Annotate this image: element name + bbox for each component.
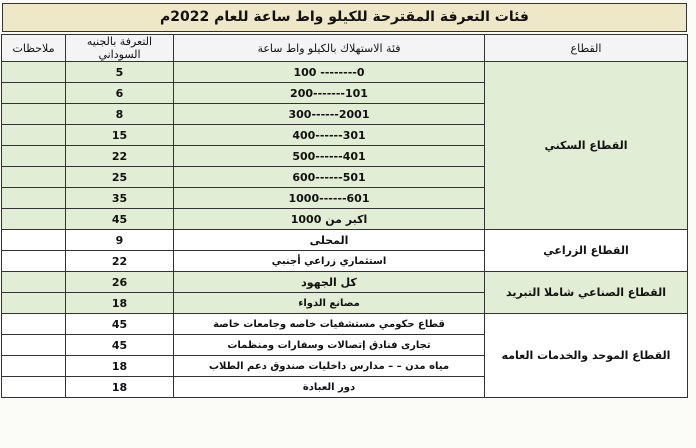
header-tariff: التعرفة بالجنيه السوداني: [66, 35, 174, 62]
rate-cell: 45: [66, 209, 174, 230]
rate-cell: 45: [66, 314, 174, 335]
tariff-table: [1, 34, 688, 398]
rate-cell: 35: [66, 188, 174, 209]
range-cell: 301------400: [174, 125, 485, 146]
table-header-row: [2, 35, 688, 62]
rate-cell: 26: [66, 272, 174, 293]
notes-cell: [2, 62, 66, 83]
range-cell: تجارى فنادق إتصالات وسفارات ومنظمات: [174, 335, 485, 356]
rate-cell: 8: [66, 104, 174, 125]
notes-cell: [2, 125, 66, 146]
rate-cell: 5: [66, 62, 174, 83]
notes-cell: [2, 272, 66, 293]
rate-cell: 22: [66, 251, 174, 272]
notes-cell: [2, 83, 66, 104]
rate-cell: 25: [66, 167, 174, 188]
sector-government: القطاع الموحد والخدمات العامه: [485, 314, 688, 398]
range-cell: 2001------300: [174, 104, 485, 125]
notes-cell: [2, 293, 66, 314]
rate-cell: 15: [66, 125, 174, 146]
sector-agricultural: القطاع الزراعي: [485, 230, 688, 272]
notes-cell: [2, 377, 66, 398]
range-cell: دور العبادة: [174, 377, 485, 398]
range-cell: 401------500: [174, 146, 485, 167]
notes-cell: [2, 251, 66, 272]
header-notes: ملاحظات: [2, 35, 66, 62]
notes-cell: [2, 335, 66, 356]
table-row: [2, 230, 688, 251]
range-cell: المحلى: [174, 230, 485, 251]
rate-cell: 18: [66, 293, 174, 314]
range-cell: 101-------200: [174, 83, 485, 104]
notes-cell: [2, 230, 66, 251]
page-title: فئات التعرفة المقترحة للكيلو واط ساعة للعام 2022م: [2, 3, 687, 32]
notes-cell: [2, 188, 66, 209]
range-cell: 0-------- 100: [174, 62, 485, 83]
range-cell: استثماري زراعي أجنبي: [174, 251, 485, 272]
sector-industrial: القطاع الصناعي شاملا التبريد: [485, 272, 688, 314]
rate-cell: 9: [66, 230, 174, 251]
rate-cell: 22: [66, 146, 174, 167]
rate-cell: 18: [66, 356, 174, 377]
notes-cell: [2, 356, 66, 377]
table-row: [2, 272, 688, 293]
range-cell: قطاع حكومي مستشفيات خاصه وجامعات خاصة: [174, 314, 485, 335]
range-cell: كل الجهود: [174, 272, 485, 293]
header-range: فئة الاستهلاك بالكيلو واط ساعة: [174, 35, 485, 62]
notes-cell: [2, 167, 66, 188]
header-sector: القطاع: [485, 35, 688, 62]
rate-cell: 18: [66, 377, 174, 398]
notes-cell: [2, 314, 66, 335]
table-row: [2, 314, 688, 335]
rate-cell: 6: [66, 83, 174, 104]
range-cell: اكبر من 1000: [174, 209, 485, 230]
notes-cell: [2, 104, 66, 125]
range-cell: مياه مدن – – مدارس داخليات صندوق دعم الطلاب: [174, 356, 485, 377]
table-row: [2, 62, 688, 83]
range-cell: 601------1000: [174, 188, 485, 209]
range-cell: مصانع الدواء: [174, 293, 485, 314]
rate-cell: 45: [66, 335, 174, 356]
range-cell: 501------600: [174, 167, 485, 188]
sector-residential: القطاع السكني: [485, 62, 688, 230]
notes-cell: [2, 146, 66, 167]
notes-cell: [2, 209, 66, 230]
